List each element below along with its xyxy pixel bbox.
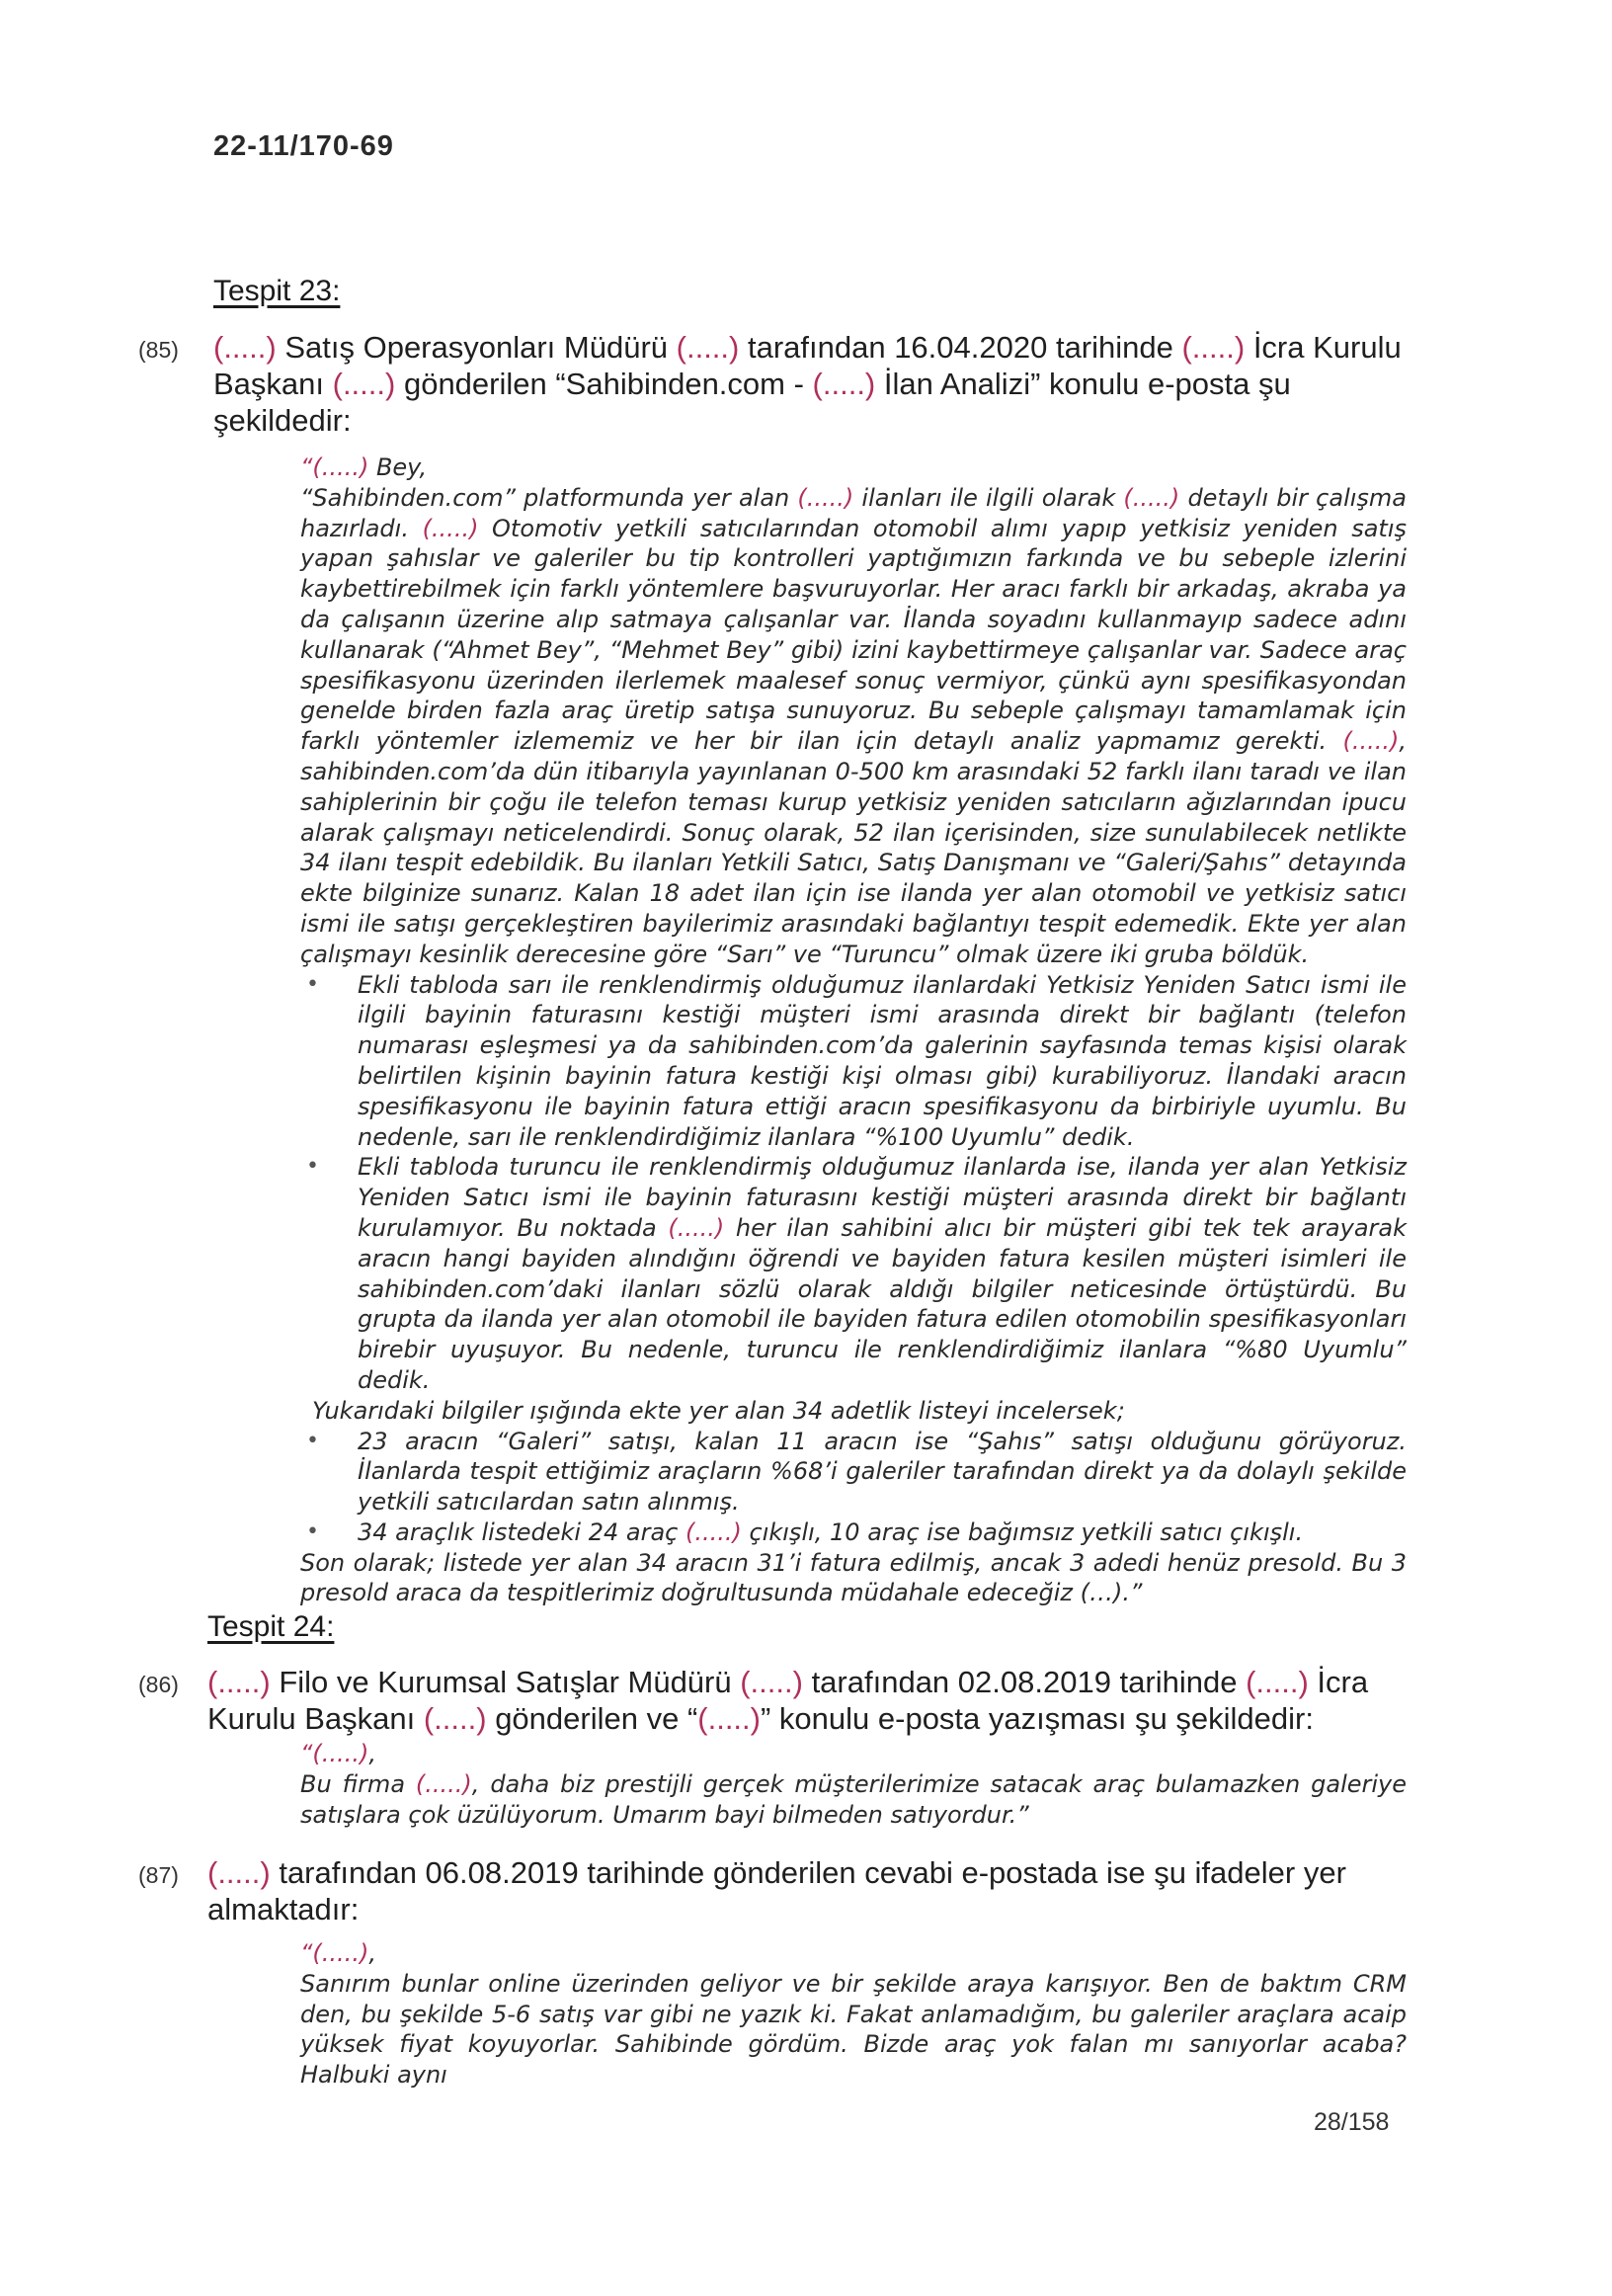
text-run: İlan Analizi” konulu e-posta şu şekildedir: (213, 367, 1291, 438)
quote-body (300, 1769, 1407, 1831)
text-run: her ilan sahibini alıcı bir müşteri gibi tek tek arayarak aracın hangi bayiden alındığını öğrendi ve bayiden fatura kesilen müşteri isimleri ile sahibinden.com’daki ilanları sözlü olarak aldığı bilgiler neticesinde örtüştürdü. Bu grupta da ilanda yer alan otomobil ile bayiden fatura edilen otomobilin spesifikasyonları birebir uyuşuyor. Bu nedenle, turuncu ile renklendirdiğimiz ilanlara “%80 Uyumlu” dedik. (358, 1213, 1408, 1394)
text-run: tarafından 02.08.2019 tarihinde (802, 1665, 1247, 1699)
text-run: , (368, 1740, 376, 1767)
redaction: (.....) (668, 1213, 725, 1242)
text-run: , (368, 1939, 376, 1967)
text-run: 34 araçlık listedeki 24 araç (358, 1517, 685, 1546)
document-number: 22-11/170-69 (213, 130, 394, 162)
list-item (300, 1517, 1407, 1548)
text-run: Satış Operasyonları Müdürü (276, 330, 677, 365)
text-run: detaylı bir çalışma hazırladı. (300, 483, 1408, 542)
text-run: İcra Kurulu Başkanı (213, 330, 1402, 401)
redaction: (.....) (1246, 1665, 1309, 1699)
redaction: (.....) (797, 483, 854, 512)
redaction: (.....) (415, 1769, 472, 1798)
text-run: ilanları ile ilgili olarak (853, 483, 1124, 512)
text-run: ” konulu e-posta yazışması şu şekildedir: (760, 1701, 1314, 1736)
text-run: Bu firma (300, 1769, 416, 1798)
list-item (300, 1152, 1407, 1395)
quote-body (300, 483, 1407, 970)
text-run: , sahibinden.com’da dün itibarıyla yayınlanan 0-500 km arasındaki 52 farklı ilanı taradı ve ilan sahiplerinin bir çoğu ile telefon teması kurup yetkisiz yeniden satıcıların ağızlarından ipucu alarak çalışmayı neticelendirdi. Sonuç olarak, 52 ilan içerisinden, size sunulabilecek netlikte 34 ilanı tespit edebildik. Bu ilanları Yetkili Satıcı, Satış Danışmanı ve “Galeri/Şahıs” detayında ekte bilginize sunarız. Kalan 18 adet ilan için ise ilanda yer alan otomobil ve yetkisiz satıcı ismi ile satışı gerçekleştiren bayilerimiz arasındaki bağlantıyı tespit edemedik. Ekte yer alan çalışmayı kesinlik derecesine göre “Sarı” ve “Turuncu” olmak üzere iki gruba böldük. (300, 727, 1407, 968)
redaction: (.....) (1181, 330, 1246, 365)
paragraph-86 (138, 1664, 1422, 1737)
text-run: Ekli tabloda turuncu ile renklendirmiş olduğumuz ilanlarda ise, ilanda yer alan Yetkisiz Yeniden Satıcı ismi ile bayinin faturasını kestiği müşteri arasında direkt bir bağlantı kurulamıyor. Bu noktada (358, 1153, 1407, 1242)
quote-body: Son olarak; listede yer alan 34 aracın 31’i fatura edilmiş, ancak 3 adedi henüz presold. Bu 3 presold araca da tespitlerimiz doğrultusunda müdahale edeceğiz (…).” (300, 1548, 1407, 1607)
quoted-email-85 (300, 452, 1407, 1608)
redaction: “(.....) (300, 1740, 369, 1767)
paragraph-number: (87) (138, 1862, 179, 1888)
paragraph-text (207, 1854, 1422, 1927)
text-run: , daha biz prestijli gerçek müşterilerimize satacak araç bulamazken galeriye satışlara çok üzülüyorum. Umarım bayi bilmeden satıyordur.” (300, 1769, 1408, 1829)
text-run: tarafından 16.04.2020 tarihinde (739, 330, 1182, 365)
quoted-email-87 (300, 1938, 1407, 2091)
text-run: Filo ve Kurumsal Satışlar Müdürü (270, 1665, 741, 1699)
quoted-email-86 (300, 1739, 1407, 1830)
section-heading-tespit-24: Tespit 24: (207, 1610, 335, 1643)
list-item (300, 1427, 1407, 1517)
quote-body: Yukarıdaki bilgiler ışığında ekte yer alan 34 adetlik listeyi incelersek; (312, 1396, 1125, 1425)
paragraph-number: (85) (138, 337, 179, 363)
paragraph-87 (138, 1854, 1422, 1927)
redaction: (.....) (812, 367, 876, 401)
redaction: (.....) (740, 1665, 803, 1699)
redaction: (.....) (422, 514, 479, 542)
page-number: 28/158 (1314, 2108, 1390, 2136)
text-run: “Sahibinden.com” platformunda yer alan (300, 483, 798, 512)
paragraph-85 (138, 329, 1412, 439)
paragraph-number: (86) (138, 1672, 179, 1697)
redaction: (.....) (1123, 483, 1180, 512)
list-item (300, 970, 1407, 1153)
text-run: gönderilen “Sahibinden.com - (395, 367, 813, 401)
text-run: İcra Kurulu Başkanı (207, 1665, 1369, 1736)
bullet-list (300, 970, 1407, 1396)
quote-body: Sanırım bunlar online üzerinden geliyor ve bir şekilde araya karışıyor. Ben de baktım CRM den, bu şekilde 5-6 satış var gibi ne yazık ki. Fakat anlamadığım, bu galeriler araçlara acaip yüksek fiyat koyuyorlar. Sahibinde gördüm. Bizde araç yok falan mı sanıyorlar acaba? Halbuki aynı (300, 1969, 1407, 2090)
text-run: Bey, (368, 453, 428, 481)
redaction: (.....) (423, 1701, 487, 1736)
redaction: (.....) (685, 1517, 742, 1546)
redaction: (.....) (1342, 727, 1400, 756)
redaction: (.....) (207, 1665, 271, 1699)
paragraph-text (207, 1664, 1422, 1737)
bullet-list (300, 1427, 1407, 1548)
salutation (300, 452, 1407, 483)
text-run: Otomotiv yetkili satıcılarından otomobil alımı yapıp yetkisiz yeniden satış yapan şahıslar ve galeriler bu tip kontrolleri yaptığımızın farkında ve bu sebeple izlerini kaybettirebilmek için farklı yöntemlere başvuruyorlar. Her aracı farklı bir arkadaş, akraba ya da çalışanın üzerine alıp satmaya çalışanlar var. İlanda soyadını kullanmayıp sadece adını kullanarak (“Ahmet Bey”, “Mehmet Bey” gibi) izini kaybettirmeye çalışanlar var. Sadece araç spesifikasyonu üzerinden ilerlemek maalesef sonuç vermiyor, çünkü aynı spesifikasyondan genelde birden fazla araç üretip satışa sunuyoruz. Bu sebeple çalışmayı tamamlamak için farklı yöntemler izlememiz ve her bir ilan için detaylı analiz yapmamız gerekti. (300, 514, 1407, 756)
redaction: (.....) (213, 330, 277, 365)
section-heading-tespit-23: Tespit 23: (213, 275, 341, 307)
text-run: tarafından 06.08.2019 tarihinde gönderilen cevabi e-postada ise şu ifadeler yer almaktadır: (207, 1855, 1346, 1927)
redaction: (.....) (207, 1855, 271, 1890)
text-run: 23 aracın “Galeri” satışı, kalan 11 aracın ise “Şahıs” satışı olduğunu görüyoruz. İlanlarda tespit ettiğimiz araçların %68’i galeriler tarafından direkt ya da dolaylı şekilde yetkili satıcılardan satın alınmış. (358, 1427, 1407, 1517)
salutation (300, 1739, 1407, 1769)
redaction: (.....) (332, 367, 396, 401)
redaction: “(.....) (300, 453, 369, 481)
redaction: (.....) (676, 330, 740, 365)
salutation (300, 1938, 1407, 1969)
text-run: Ekli tabloda sarı ile renklendirmiş olduğumuz ilanlardaki Yetkisiz Yeniden Satıcı ismi ile ilgili bayinin faturasını kestiği müşteri ismi arasında direkt bir bağlantı (telefon numarası eşleşmesi ya da sahibinden.com’da galerinin sayfasında temas kişisi olarak belirtilen kişinin bayinin fatura kestiği kişi olması gibi) kurabiliyoruz. İlandaki aracın spesifikasyonu ile bayinin fatura ettiği aracın spesifikasyonu da birbiriyle uyumlu. Bu nedenle, sarı ile renklendirdiğimiz ilanlara “%100 Uyumlu” dedik. (358, 970, 1407, 1151)
text-run: çıkışlı, 10 araç ise bağımsız yetkili satıcı çıkışlı. (741, 1517, 1304, 1546)
paragraph-text (213, 329, 1412, 439)
redaction: (.....) (697, 1701, 761, 1736)
text-run: gönderilen ve “ (486, 1701, 698, 1736)
redaction: “(.....) (300, 1939, 369, 1967)
